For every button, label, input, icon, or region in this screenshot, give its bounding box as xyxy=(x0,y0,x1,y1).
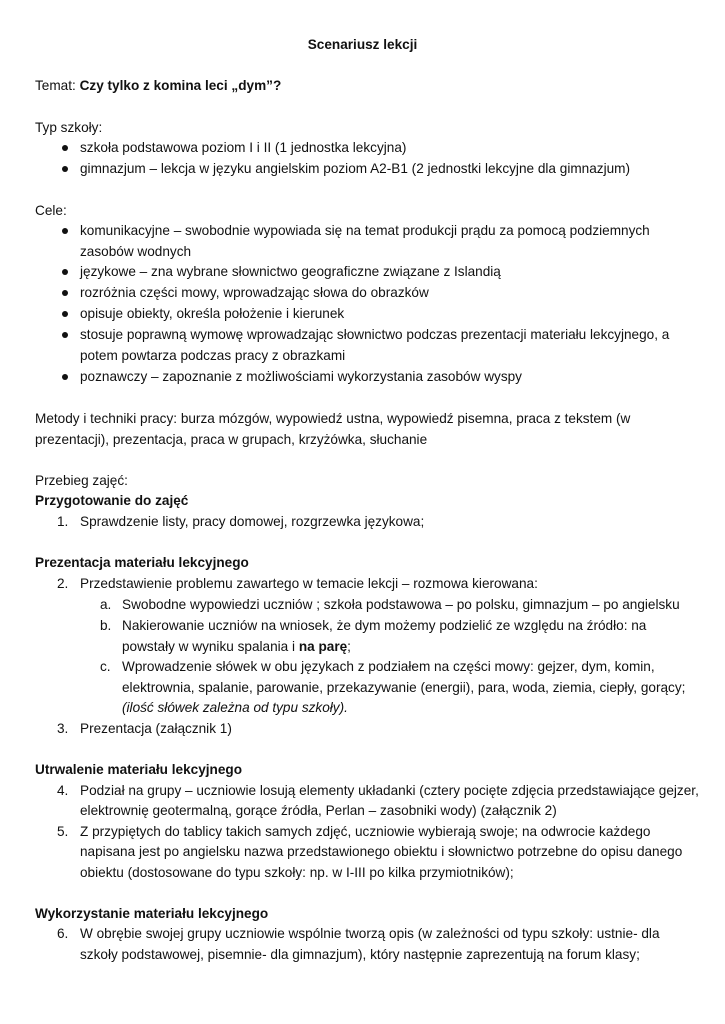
goal-item-continued: potem powtarza podczas pracy z obrazkami xyxy=(80,348,346,363)
plain-text: powstały w wyniku spalania i xyxy=(122,639,299,654)
methods-line: prezentacji), prezentacja, praca w grupach, krzyżówka, słuchanie xyxy=(35,432,428,447)
sub-list-letter: a. xyxy=(100,597,112,612)
course-heading: Przebieg zajęć: xyxy=(35,473,128,488)
list-item-continued: elektrownię geotermalną, gorące źródła, Perlan – zasobniki wody) (załącznik 2) xyxy=(80,803,557,818)
section-heading-usage: Wykorzystanie materiału lekcyjnego xyxy=(35,906,269,921)
goal-item: poznawczy – zapoznanie z możliwościami wykorzystania zasobów wyspy xyxy=(80,369,522,384)
list-item-continued: napisana jest po angielsku nazwa przedstawionego obiektu i słownictwo potrzebne do opisu danego xyxy=(80,844,683,859)
section-heading-prep: Przygotowanie do zajęć xyxy=(35,493,189,508)
sub-list-item: Wprowadzenie słówek w obu językach z podziałem na części mowy: gejzer, dym, komin, xyxy=(122,659,655,674)
bullet-icon xyxy=(62,269,68,275)
list-item: Podział na grupy – uczniowie losują elementy układanki (cztery pocięte zdjęcia przedstawiające gejzer, xyxy=(80,783,699,798)
goal-item: opisuje obiekty, określa położenie i kierunek xyxy=(80,306,345,321)
page-title: Scenariusz lekcji xyxy=(307,37,418,52)
school-type-heading: Typ szkoły: xyxy=(35,120,103,135)
list-item: Prezentacja (załącznik 1) xyxy=(80,721,232,736)
bullet-icon xyxy=(62,332,68,338)
sub-list-item-note: (ilość słówek zależna od typu szkoły). xyxy=(122,700,348,715)
list-number: 6. xyxy=(57,926,69,941)
bullet-icon xyxy=(62,166,68,172)
list-number: 1. xyxy=(57,514,69,529)
bullet-icon xyxy=(62,228,68,234)
methods-line: Metody i techniki pracy: burza mózgów, wypowiedź ustna, wypowiedź pisemna, praca z tekstem (w xyxy=(35,411,631,426)
sub-list-item-continued xyxy=(122,637,351,658)
list-item-continued: szkoły podstawowej, pisemnie- dla gimnazjum), który następnie zaprezentują na forum klasy; xyxy=(80,947,640,962)
bullet-icon xyxy=(62,374,68,380)
goals-heading: Cele: xyxy=(35,203,67,218)
goal-item: stosuje poprawną wymowę wprowadzając słownictwo podczas prezentacji materiału lekcyjnego, a xyxy=(80,327,670,342)
sub-list-letter: b. xyxy=(100,618,112,633)
section-heading-consolidation: Utrwalenie materiału lekcyjnego xyxy=(35,762,243,777)
bullet-icon xyxy=(62,145,68,151)
goal-item-continued: zasobów wodnych xyxy=(80,244,192,259)
list-number: 5. xyxy=(57,824,69,839)
goal-item: rozróżnia części mowy, wprowadzając słowa do obrazków xyxy=(80,285,429,300)
sub-list-item: Swobodne wypowiedzi uczniów ; szkoła podstawowa – po polsku, gimnazjum – po angielsku xyxy=(122,597,680,612)
list-item: Przedstawienie problemu zawartego w temacie lekcji – rozmowa kierowana: xyxy=(80,576,538,591)
section-heading-presentation: Prezentacja materiału lekcyjnego xyxy=(35,555,249,570)
list-item: W obrębie swojej grupy uczniowie wspólnie tworzą opis (w zależności od typu szkoły: ustnie- dla xyxy=(80,926,660,941)
list-number: 4. xyxy=(57,783,69,798)
goal-item: komunikacyjne – swobodnie wypowiada się na temat produkcji prądu za pomocą podziemnych xyxy=(80,223,650,238)
bullet-icon xyxy=(62,290,68,296)
sub-list-item: Nakierowanie uczniów na wniosek, że dym możemy podzielić ze względu na źródło: na xyxy=(122,618,647,633)
plain-text: ; xyxy=(347,639,351,654)
list-item: Sprawdzenie listy, pracy domowej, rozgrzewka językowa; xyxy=(80,514,425,529)
list-number: 2. xyxy=(57,576,69,591)
goal-item: językowe – zna wybrane słownictwo geograficzne związane z Islandią xyxy=(80,264,501,279)
school-type-item: szkoła podstawowa poziom I i II (1 jednostka lekcyjna) xyxy=(80,140,407,155)
school-type-item: gimnazjum – lekcja w języku angielskim poziom A2-B1 (2 jednostki lekcyjne dla gimnazjum) xyxy=(80,161,631,176)
topic-value: Czy tylko z komina leci „dym”? xyxy=(79,78,282,93)
sub-list-letter: c. xyxy=(100,659,111,674)
list-item-continued: obiektu (dostosowane do typu szkoły: np. w I-III po kilka przymiotników); xyxy=(80,865,514,880)
list-number: 3. xyxy=(57,721,69,736)
bullet-icon xyxy=(62,311,68,317)
list-item: Z przypiętych do tablicy takich samych zdjęć, uczniowie wybierają swoje; na odwrocie każdego xyxy=(80,824,651,839)
sub-list-item-continued: elektrownia, spalanie, parowanie, przekazywanie (energii), para, woda, ziemia, ciepły, gorący; xyxy=(122,680,686,695)
bold-text: na parę xyxy=(298,639,348,654)
topic-line xyxy=(35,76,281,97)
topic-label: Temat: xyxy=(35,78,80,93)
